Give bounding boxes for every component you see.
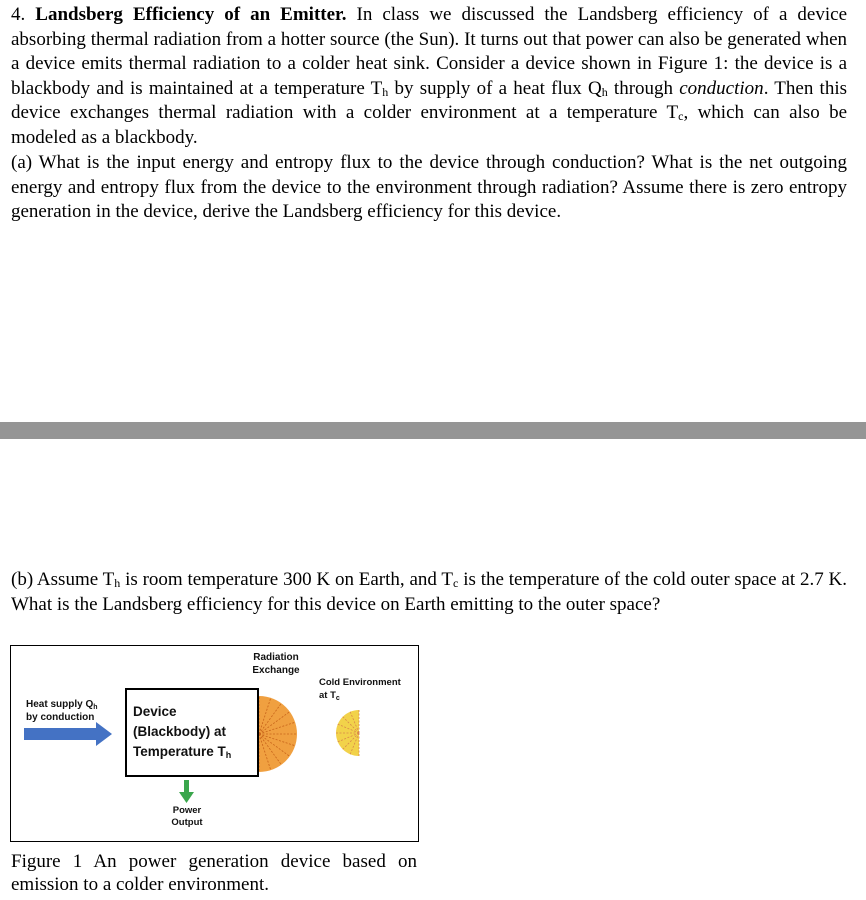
- cold-line-1: Cold Environment: [319, 677, 401, 688]
- subscript-c: c: [453, 576, 459, 590]
- subscript-h: h: [382, 84, 389, 99]
- radiation-label: [251, 651, 301, 677]
- heat-arrow-icon: [24, 722, 112, 746]
- power-arrow-head-icon: [179, 792, 194, 803]
- part-b-text-1: (b) Assume T: [11, 569, 115, 590]
- by-conduction-text: by conduction: [26, 712, 95, 723]
- intro-text-5: , which can also be modeled as a blackbody.: [11, 102, 847, 148]
- part-a: (a) What is the input energy and entropy flux to the device through conduction? What is the net outgoing energy and entropy flux from the device to the environment through radiation? Assume there is zero entropy generation in the device, derive the Landsberg efficiency for this device.: [11, 152, 847, 223]
- intro-text-3: through: [607, 77, 680, 99]
- intro-italic-conduction: conduction: [679, 77, 764, 99]
- radiation-line-2: Exchange: [252, 665, 300, 676]
- figure-1: [10, 645, 419, 842]
- subscript-c: c: [335, 695, 340, 702]
- intro-text-2: by supply of a heat flux Q: [388, 77, 602, 99]
- power-output-label: [161, 805, 213, 829]
- question-intro: [11, 3, 847, 151]
- power-arrow-shaft-icon: [184, 780, 189, 793]
- intro-text-1: In class we discussed the Landsberg efficiency of a device absorbing thermal radiation from a hotter source (the Sun). It turns out that power can also be generated when a device emits thermal radiation to a colder heat sink. Consider a device shown in Figure 1: the device is a blackbody and is maintained at a temperature T: [11, 4, 848, 99]
- device-line-3: Temperature T: [133, 744, 226, 759]
- question-title: Landsberg Efficiency of an Emitter.: [35, 4, 347, 25]
- subscript-h: h: [93, 704, 98, 711]
- part-b-text-2: is room temperature 300 K on Earth, and T: [120, 569, 454, 590]
- cold-absorber-icon: [336, 710, 359, 756]
- section-divider: [0, 422, 866, 439]
- subscript-h: h: [601, 84, 608, 99]
- device-label: [133, 702, 231, 762]
- device-line-1: Device: [133, 704, 177, 719]
- intro-text-4: . Then this device exchanges thermal radiation with a colder environment at a temperature T: [11, 77, 848, 124]
- power-line-2: Output: [171, 817, 203, 828]
- part-b-text-3: is the temperature of the cold outer space at 2.7 K. What is the Landsberg efficiency for this device on Earth emitting to the outer space?: [11, 569, 847, 615]
- subscript-c: c: [678, 109, 684, 124]
- part-b: [11, 568, 847, 617]
- power-line-1: Power: [172, 805, 202, 816]
- radiation-line-1: Radiation: [253, 652, 299, 663]
- hot-emitter-icon: [259, 696, 297, 772]
- subscript-h: h: [114, 576, 121, 590]
- cold-environment-label: [319, 676, 401, 702]
- figure-caption: Figure 1 An power generation device based on emission to a colder environment.: [11, 851, 417, 895]
- device-line-2: (Blackbody) at: [133, 724, 227, 739]
- subscript-h: h: [225, 750, 232, 760]
- heat-supply-text: Heat supply Q: [26, 699, 94, 710]
- question-number: 4.: [11, 4, 26, 25]
- cold-line-2: at T: [319, 690, 336, 701]
- device-box: [125, 688, 259, 777]
